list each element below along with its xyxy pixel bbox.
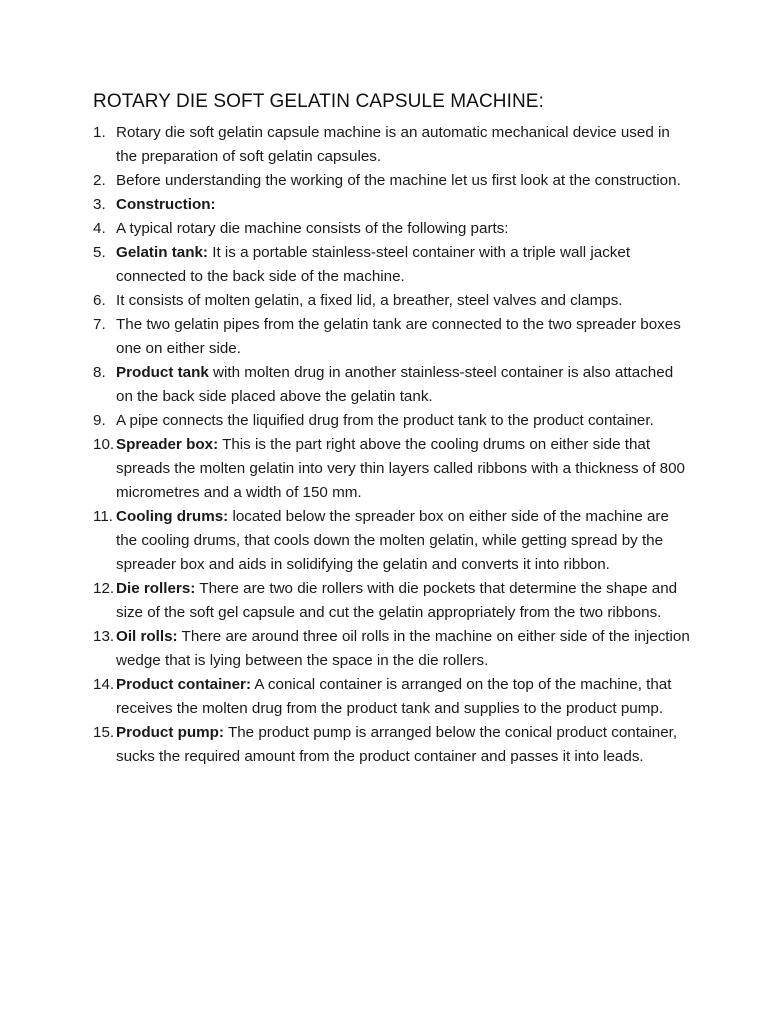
- item-number: 1.: [93, 124, 106, 141]
- item-number: 12.: [93, 580, 115, 597]
- item-term: Construction:: [116, 196, 216, 213]
- list-item: [93, 241, 693, 289]
- list-item: [93, 313, 693, 361]
- item-term: Die rollers:: [116, 580, 196, 597]
- list-item: [93, 361, 693, 409]
- item-number: 5.: [93, 244, 106, 261]
- item-term: Oil rolls:: [116, 628, 178, 645]
- item-text: This is the part right above the cooling drums on either side that spreads the molten gelatin into very thin layers called ribbons with a thickness of 800 micrometres and a width of 150 mm.: [116, 436, 685, 501]
- list-item: [93, 217, 693, 241]
- numbered-list: [93, 121, 693, 769]
- item-text: It consists of molten gelatin, a fixed lid, a breather, steel valves and clamps.: [116, 292, 623, 309]
- list-item: [93, 409, 693, 433]
- item-number: 15.: [93, 724, 115, 741]
- item-term: Product tank: [116, 364, 209, 381]
- item-text: The two gelatin pipes from the gelatin tank are connected to the two spreader boxes one on either side.: [116, 316, 681, 357]
- item-text: A pipe connects the liquified drug from the product tank to the product container.: [116, 412, 654, 429]
- item-term: Gelatin tank:: [116, 244, 208, 261]
- item-number: 4.: [93, 220, 106, 237]
- item-text: There are around three oil rolls in the machine on either side of the injection wedge that is lying between the space in the die rollers.: [116, 628, 690, 669]
- item-text: Rotary die soft gelatin capsule machine is an automatic mechanical device used in the preparation of soft gelatin capsules.: [116, 124, 670, 165]
- item-term: Product container:: [116, 676, 252, 693]
- list-item: [93, 169, 693, 193]
- item-term: Cooling drums:: [116, 508, 229, 525]
- item-number: 10.: [93, 436, 115, 453]
- list-item: [93, 193, 693, 217]
- document-page: [93, 88, 693, 769]
- item-text: located below the spreader box on either side of the machine are the cooling drums, that cools down the molten gelatin, while getting spread by the spreader box and aids in solidifying the gelatin and converts it into ribbon.: [116, 508, 669, 573]
- item-number: 2.: [93, 172, 106, 189]
- item-term: Product pump:: [116, 724, 224, 741]
- list-item: [93, 673, 693, 721]
- item-text: Before understanding the working of the machine let us first look at the construction.: [116, 172, 681, 189]
- list-item: [93, 625, 693, 673]
- item-text: The product pump is arranged below the conical product container, sucks the required amount from the product container and passes it into leads.: [116, 724, 678, 765]
- list-item: [93, 433, 693, 505]
- item-number: 7.: [93, 316, 106, 333]
- list-item: [93, 121, 693, 169]
- item-text: There are two die rollers with die pockets that determine the shape and size of the soft gel capsule and cut the gelatin appropriately from the two ribbons.: [116, 580, 678, 621]
- list-item: [93, 721, 693, 769]
- item-number: 14.: [93, 676, 115, 693]
- item-text: A typical rotary die machine consists of the following parts:: [116, 220, 509, 237]
- item-number: 3.: [93, 196, 106, 213]
- item-text: A conical container is arranged on the top of the machine, that receives the molten drug from the product tank and supplies to the product pump.: [116, 676, 672, 717]
- item-number: 9.: [93, 412, 106, 429]
- list-item: [93, 577, 693, 625]
- list-item: [93, 505, 693, 577]
- document-title: ROTARY DIE SOFT GELATIN CAPSULE MACHINE:: [93, 91, 544, 112]
- item-number: 11.: [93, 508, 113, 525]
- item-number: 6.: [93, 292, 106, 309]
- item-term: Spreader box:: [116, 436, 219, 453]
- item-text: It is a portable stainless-steel container with a triple wall jacket connected to the back side of the machine.: [116, 244, 631, 285]
- item-number: 8.: [93, 364, 106, 381]
- item-text: with molten drug in another stainless-steel container is also attached on the back side placed above the gelatin tank.: [116, 364, 674, 405]
- item-number: 13.: [93, 628, 115, 645]
- list-item: [93, 289, 693, 313]
